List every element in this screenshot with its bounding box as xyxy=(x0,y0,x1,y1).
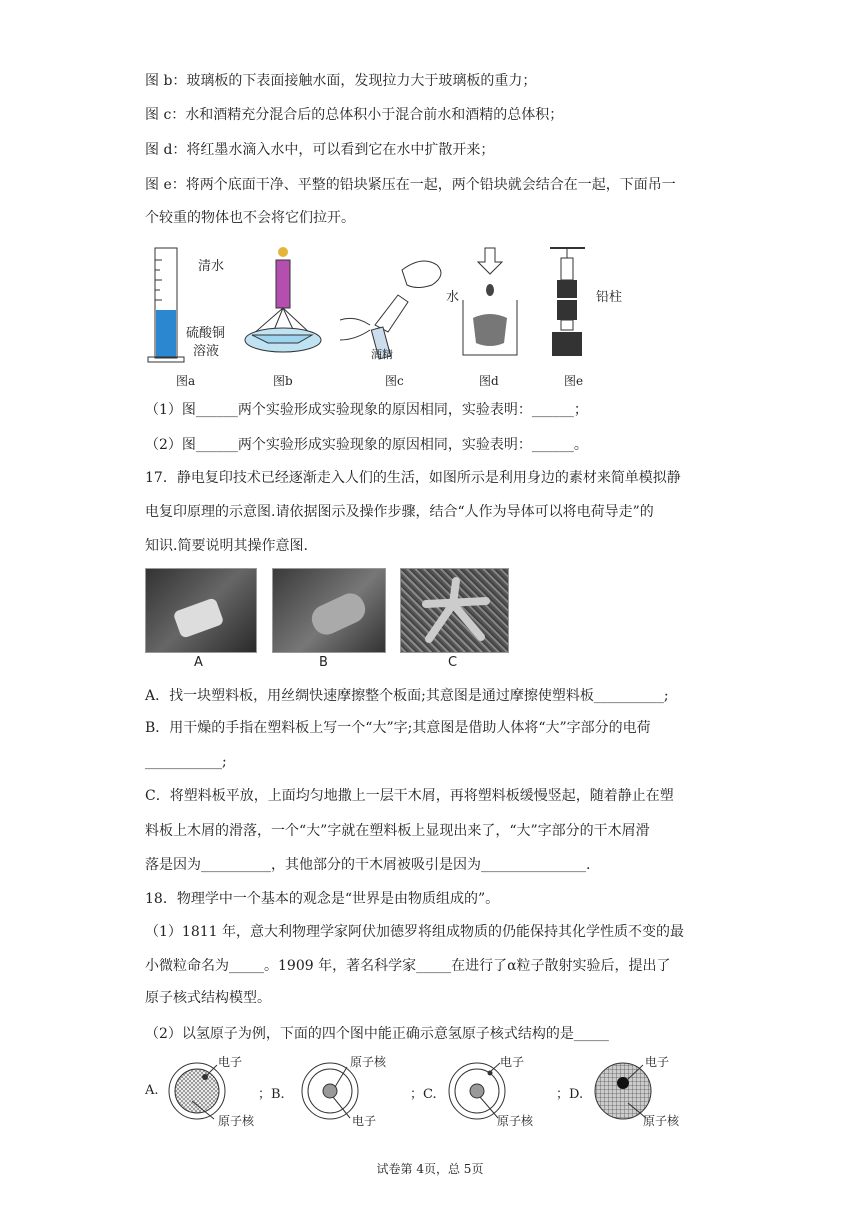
q17-step-c-2: 料板上木屑的滑落，一个“大”字就在塑料板上显现出来了，“大”字部分的干木屑滑 xyxy=(145,823,650,839)
atom-a-label-2: 原子核 xyxy=(218,1114,255,1128)
q18-part1-c: 原子核式结构模型。 xyxy=(145,990,271,1006)
q18-part1-a: （1）1811 年，意大利物理学家阿伏加德罗将组成物质的仍能保持其化学性质不变的最 xyxy=(145,924,684,940)
q17-step-a: A．找一块塑料板，用丝绸快速摩擦整个板面;其意图是通过摩擦使塑料板__________; xyxy=(145,688,669,704)
caption-fig-d: 图d xyxy=(479,374,499,388)
fig-a-cylinder xyxy=(148,248,184,362)
q17-line-2: 电复印原理的示意图.请依据图示及操作步骤，结合“人作为导体可以将电荷导走”的 xyxy=(145,504,654,520)
atom-d-label-1: 电子 xyxy=(645,1055,670,1069)
q16-part2: （2）图______两个实验形成实验现象的原因相同，实验表明：______。 xyxy=(145,437,588,453)
caption-fig-a: 图a xyxy=(176,374,196,388)
line-fig-d: 图 d：将红墨水滴入水中，可以看到它在水中扩散开来； xyxy=(145,142,495,158)
label-qingshui: 清水 xyxy=(198,259,225,274)
option-b-label: ；B. xyxy=(258,1087,285,1102)
fig-c-pouring xyxy=(340,261,441,359)
q18-line-1: 18．物理学中一个基本的观念是“世界是由物质组成的”。 xyxy=(145,891,500,907)
photo-label-a: A xyxy=(194,655,203,670)
fig-e-lead-blocks xyxy=(550,248,585,356)
label-rongye: 溶液 xyxy=(193,344,220,359)
line-fig-c: 图 c：水和酒精充分混合后的总体积小于混合前水和酒精的总体积； xyxy=(145,107,564,123)
atom-b-label-1: 原子核 xyxy=(350,1055,387,1069)
q18-part1-b: 小微粒命名为_____。1909 年，著名科学家_____在进行了α粒子散射实验后，提出了 xyxy=(145,958,671,974)
q18-part2: （2）以氢原子为例，下面的四个图中能正确示意氢原子核式结构的是_____ xyxy=(145,1026,609,1042)
atom-a-label-1: 电子 xyxy=(218,1055,243,1069)
photo-c xyxy=(400,568,509,653)
atom-b-label-2: 电子 xyxy=(352,1114,377,1128)
option-a-label: A. xyxy=(145,1083,159,1098)
line-fig-e-1: 图 e：将两个底面干净、平整的铅块紧压在一起，两个铅块就会结合在一起，下面吊一 xyxy=(145,177,676,193)
line-fig-e-2: 个较重的物体也不会将它们拉开。 xyxy=(145,210,355,226)
option-c-label: ；C. xyxy=(410,1087,437,1102)
caption-fig-b: 图b xyxy=(273,374,293,388)
photo-label-b: B xyxy=(319,655,328,670)
photo-label-c: C xyxy=(448,655,458,670)
q17-step-c-1: C．将塑料板平放，上面均匀地撒上一层干木屑，再将塑料板缓慢竖起，随着静止在塑 xyxy=(145,788,674,804)
q17-line-3: 知识.简要说明其操作意图. xyxy=(145,538,308,554)
caption-fig-c: 图c xyxy=(385,374,404,388)
line-fig-b: 图 b：玻璃板的下表面接触水面，发现拉力大于玻璃板的重力； xyxy=(145,73,537,89)
q16-part1: （1）图______两个实验形成实验现象的原因相同，实验表明：______； xyxy=(145,402,588,418)
label-shui: 水 xyxy=(446,290,460,305)
q17-step-b-1: B．用干燥的手指在塑料板上写一个“大”字;其意图是借助人体将“大”字部分的电荷 xyxy=(145,720,651,736)
fig-b-spring-scale xyxy=(245,247,321,352)
photo-a xyxy=(145,568,257,653)
photo-b xyxy=(272,568,386,653)
label-jiujing: 酒精 xyxy=(371,348,393,361)
atom-d-label-2: 原子核 xyxy=(643,1114,680,1128)
label-liusuantong: 硫酸铜 xyxy=(186,326,226,341)
option-d-label: ；D. xyxy=(556,1087,584,1102)
fig-d-beaker xyxy=(463,248,517,355)
q17-step-b-2: ___________; xyxy=(145,754,227,770)
q17-step-c-3: 落是因为__________，其他部分的干木屑被吸引是因为_______________. xyxy=(145,857,591,873)
atom-c-label-2: 原子核 xyxy=(497,1114,534,1128)
q17-line-1: 17．静电复印技术已经逐渐走入人们的生活，如图所示是利用身边的素材来简单模拟静 xyxy=(145,470,681,486)
caption-fig-e: 图e xyxy=(564,374,584,388)
page-footer: 试卷第 4页，总 5页 xyxy=(376,1162,484,1176)
atom-c-label-1: 电子 xyxy=(500,1055,525,1069)
label-qianzhu: 铅柱 xyxy=(596,290,623,305)
